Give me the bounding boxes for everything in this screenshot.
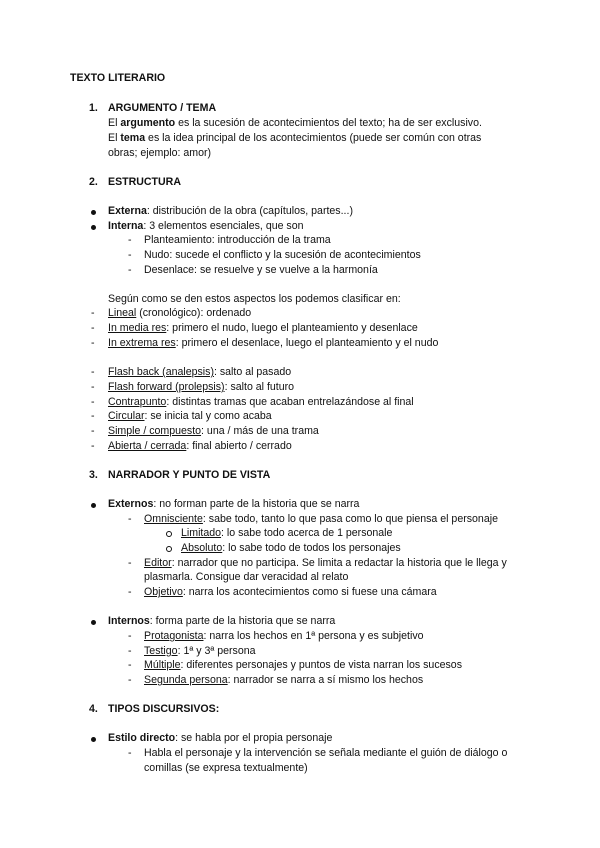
list-item-planteamiento: Planteamiento: introducción de la trama xyxy=(144,234,331,246)
list-item-desenlace: Desenlace: se resuelve y se vuelve a la harmonía xyxy=(144,264,378,276)
section-2-number: 2. xyxy=(89,176,98,188)
circle-bullet-icon xyxy=(166,531,172,537)
section-4-number: 4. xyxy=(89,703,98,715)
dash-icon: - xyxy=(128,234,132,246)
list-item-flash-back: Flash back (analepsis): salto al pasado xyxy=(108,366,292,378)
bullet-icon xyxy=(91,503,96,508)
tema-definition: El tema es la idea principal de los acontecimientos (puede ser común con otras xyxy=(108,132,482,144)
tema-definition-cont: obras; ejemplo: amor) xyxy=(108,147,212,159)
section-4-heading: TIPOS DISCURSIVOS: xyxy=(108,703,220,715)
list-item-externos: Externos: no forman parte de la historia que se narra xyxy=(108,498,360,510)
section-1-heading: ARGUMENTO / TEMA xyxy=(108,102,217,114)
bullet-icon xyxy=(91,737,96,742)
list-item-testigo: Testigo: 1ª y 3ª persona xyxy=(144,645,256,657)
list-item-multiple: Múltiple: diferentes personajes y puntos de vista narran los sucesos xyxy=(144,659,462,671)
dash-icon: - xyxy=(91,322,95,334)
dash-icon: - xyxy=(128,264,132,276)
dash-icon: - xyxy=(128,249,132,261)
list-item-nudo: Nudo: sucede el conflicto y la sucesión de acontecimientos xyxy=(144,249,421,261)
dash-icon: - xyxy=(91,410,95,422)
list-item-editor: Editor: narrador que no participa. Se limita a redactar la historia que le llega y xyxy=(144,557,507,569)
section-1-number: 1. xyxy=(89,102,98,114)
dash-icon: - xyxy=(128,645,132,657)
list-item-protagonista: Protagonista: narra los hechos en 1ª persona y es subjetivo xyxy=(144,630,424,642)
list-item-simple-compuesto: Simple / compuesto: una / más de una trama xyxy=(108,425,319,437)
dash-icon: - xyxy=(128,630,132,642)
list-item-objetivo: Objetivo: narra los acontecimientos como si fuese una cámara xyxy=(144,586,437,598)
dash-icon: - xyxy=(91,307,95,319)
dash-icon: - xyxy=(128,747,132,759)
list-item-segunda-persona: Segunda persona: narrador se narra a sí mismo los hechos xyxy=(144,674,424,686)
list-item-estilo-directo: Estilo directo: se habla por el propia personaje xyxy=(108,732,333,744)
list-item-lineal: Lineal (cronológico): ordenado xyxy=(108,307,252,319)
section-3-number: 3. xyxy=(89,469,98,481)
document-title: TEXTO LITERARIO xyxy=(70,72,166,84)
list-item-externa: Externa: distribución de la obra (capítulos, partes...) xyxy=(108,205,353,217)
argumento-definition: El argumento es la sucesión de acontecimientos del texto; ha de ser exclusivo. xyxy=(108,117,482,129)
bullet-icon xyxy=(91,620,96,625)
dash-icon: - xyxy=(91,337,95,349)
classification-intro: Según como se den estos aspectos los podemos clasificar en: xyxy=(108,293,401,305)
list-item-absoluto: Absoluto: lo sabe todo de todos los personajes xyxy=(181,542,401,554)
dash-icon: - xyxy=(91,425,95,437)
dash-icon: - xyxy=(91,381,95,393)
list-item-habla-personaje-cont: comillas (se expresa textualmente) xyxy=(144,762,308,774)
list-item-circular: Circular: se inicia tal y como acaba xyxy=(108,410,272,422)
list-item-flash-forward: Flash forward (prolepsis): salto al futuro xyxy=(108,381,295,393)
dash-icon: - xyxy=(128,674,132,686)
list-item-in-media-res: In media res: primero el nudo, luego el planteamiento y desenlace xyxy=(108,322,418,334)
list-item-internos: Internos: forma parte de la historia que se narra xyxy=(108,615,336,627)
dash-icon: - xyxy=(91,396,95,408)
list-item-limitado: Limitado: lo sabe todo acerca de 1 personale xyxy=(181,527,393,539)
dash-icon: - xyxy=(128,659,132,671)
dash-icon: - xyxy=(91,366,95,378)
circle-bullet-icon xyxy=(166,546,172,552)
dash-icon: - xyxy=(91,440,95,452)
section-3-heading: NARRADOR Y PUNTO DE VISTA xyxy=(108,469,271,481)
dash-icon: - xyxy=(128,586,132,598)
dash-icon: - xyxy=(128,513,132,525)
list-item-contrapunto: Contrapunto: distintas tramas que acaban entrelazándose al final xyxy=(108,396,414,408)
bullet-icon xyxy=(91,210,96,215)
dash-icon: - xyxy=(128,557,132,569)
list-item-in-extrema-res: In extrema res: primero el desenlace, luego el planteamiento y el nudo xyxy=(108,337,439,349)
list-item-omnisciente: Omnisciente: sabe todo, tanto lo que pasa como lo que piensa el personaje xyxy=(144,513,498,525)
bullet-icon xyxy=(91,225,96,230)
list-item-habla-personaje: Habla el personaje y la intervención se señala mediante el guión de diálogo o xyxy=(144,747,508,759)
list-item-editor-cont: plasmarla. Consigue dar veracidad al relato xyxy=(144,571,349,583)
section-2-heading: ESTRUCTURA xyxy=(108,176,181,188)
list-item-interna: Interna: 3 elementos esenciales, que son xyxy=(108,220,304,232)
list-item-abierta-cerrada: Abierta / cerrada: final abierto / cerrado xyxy=(108,440,292,452)
